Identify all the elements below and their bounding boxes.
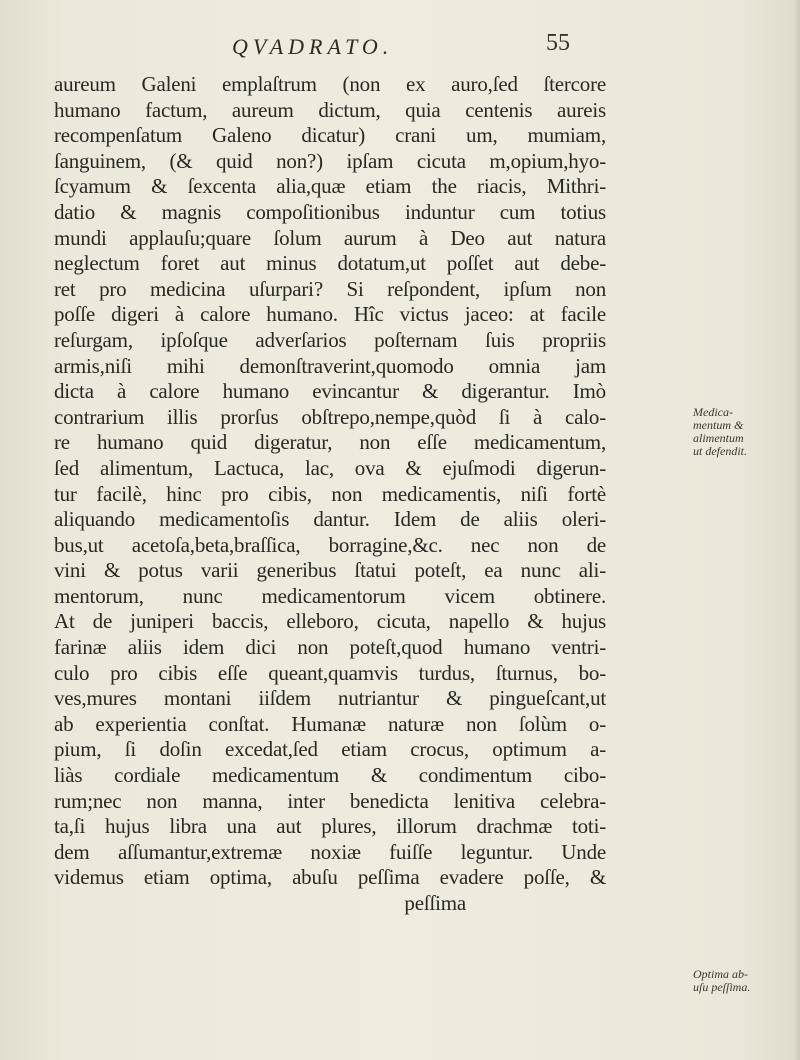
text-line: rum;nec non manna, inter benedicta lenitiva celebra- (54, 788, 606, 813)
text-line: culo pro cibis eſſe queant,quamvis turdus, ſturnus, bo- (54, 660, 606, 685)
margin-note-optima (693, 968, 797, 994)
text-line: ab experientia conſtat. Humanæ naturæ non ſolùm o- (54, 711, 606, 736)
page-header (0, 22, 800, 62)
margin-note-line: uſu peſſima. (693, 980, 751, 994)
text-line: ta,ſi hujus libra una aut plures, illorum drachmæ toti- (54, 814, 606, 839)
text-line: armis,niſi mihi demonſtraverint,quomodo omnia jam (54, 353, 606, 378)
margin-note-line: ut defendit. (693, 444, 747, 458)
page-edge-shadow (794, 0, 800, 1060)
text-line: datio & magnis compoſitionibus induntur cum totius (54, 199, 606, 224)
running-head: QVADRATO. (232, 34, 394, 59)
text-line: ſanguinem, (& quid non?) ipſam cicuta m,opium,hyo- (54, 148, 606, 173)
text-line: humano factum, aureum dictum, quia centenis aureis (54, 97, 606, 122)
text-line: reſurgam, ipſoſque adverſarios poſternam ſuis propriis (54, 327, 606, 352)
text-line: tur facilè, hinc pro cibis, non medicamentis, niſi fortè (54, 481, 606, 506)
body-text (54, 72, 606, 917)
text-line: dicta à calore humano evincantur & digerantur. Imò (54, 379, 606, 404)
text-line: poſſe digeri à calore humano. Hîc victus jaceo: at facile (54, 302, 606, 327)
text-line: liàs cordiale medicamentum & condimentum cibo- (54, 763, 606, 788)
margin-note-line: Optima ab- (693, 967, 748, 981)
text-line: aliquando medicamentoſis dantur. Idem de aliis oleri- (54, 507, 606, 532)
text-line: aureum Galeni emplaſtrum (non ex auro,ſed ſtercore (54, 72, 606, 96)
text-line: bus,ut acetoſa,beta,braſſica, borragine,&c. nec non de (54, 532, 606, 557)
margin-note-line: Medica- (693, 405, 733, 419)
text-line: contrarium illis prorſus obſtrepo,nempe,quòd ſi à calo- (54, 404, 606, 429)
page-number: 55 (546, 30, 570, 56)
text-line: ſcyamum & ſexcenta alia,quæ etiam the riacis, Mithri- (54, 174, 606, 199)
text-line: ret pro medicina uſurpari? Si reſpondent, ipſum non (54, 276, 606, 301)
margin-note-line: alimentum (693, 431, 744, 445)
text-line: mundi applauſu;quare ſolum aurum à Deo aut natura (54, 225, 606, 250)
text-line: At de juniperi baccis, elleboro, cicuta, napello & hujus (54, 609, 606, 634)
text-line: neglectum foret aut minus dotatum,ut poſſet aut debe- (54, 251, 606, 276)
text-line: vini & potus varii generibus ſtatui poteſt, ea nunc ali- (54, 558, 606, 583)
text-line: recompenſatum Galeno dicatur) crani um, mumiam, (54, 123, 606, 148)
text-line: dem aſſumantur,extremæ noxiæ fuiſſe leguntur. Unde (54, 839, 606, 864)
margin-note-line: mentum & (693, 418, 744, 432)
text-line: re humano quid digeratur, non eſſe medicamentum, (54, 430, 606, 455)
text-line: mentorum, nunc medicamentorum vicem obtinere. (54, 583, 606, 608)
catchword: peſſima (404, 891, 466, 915)
text-line: videmus etiam optima, abuſu peſſima evadere poſſe, & (54, 865, 606, 890)
text-line: ſed alimentum, Lactuca, lac, ova & ejuſmodi digerun- (54, 455, 606, 480)
margin-note-medicamentum (693, 406, 797, 458)
text-line: farinæ aliis idem dici non poteſt,quod humano ventri- (54, 635, 606, 660)
text-line: pium, ſi doſin excedat,ſed etiam crocus, optimum a- (54, 737, 606, 762)
text-line: ves,mures montani iiſdem nutriantur & pingueſcant,ut (54, 686, 606, 711)
